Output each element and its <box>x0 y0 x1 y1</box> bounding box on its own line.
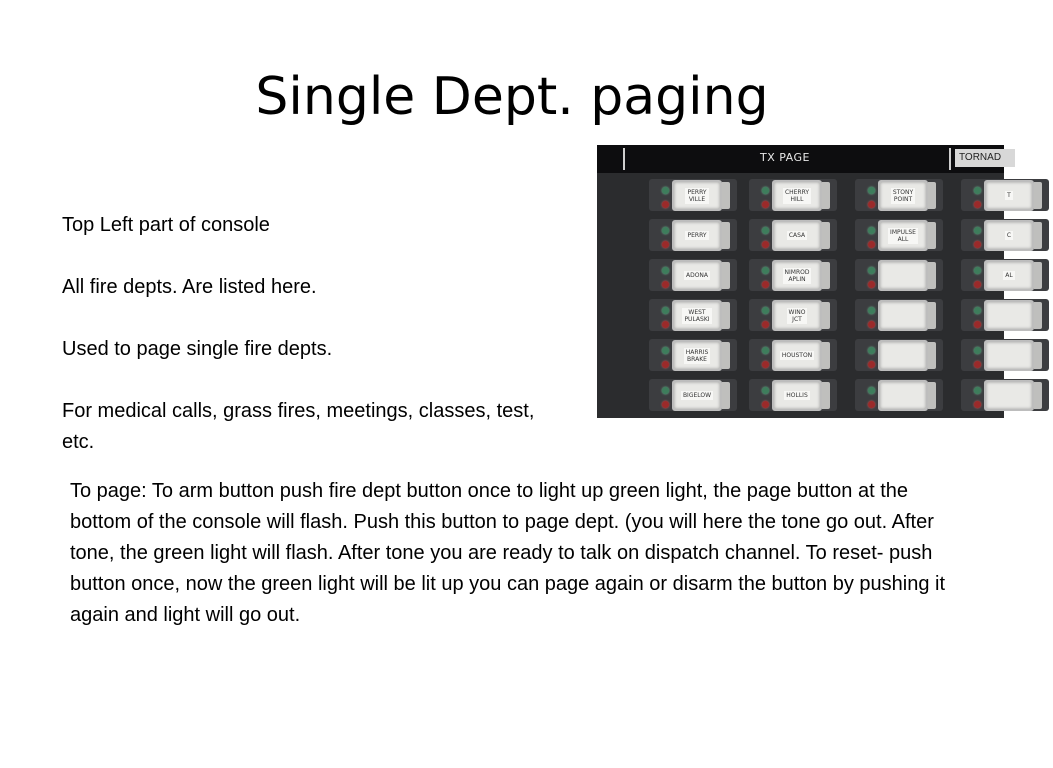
red-light-icon <box>974 241 981 248</box>
dept-page-button <box>672 340 722 371</box>
dept-cell <box>851 295 947 335</box>
dept-cell <box>851 255 947 295</box>
dept-cell <box>745 375 841 415</box>
green-light-icon <box>662 347 669 354</box>
button-bezel <box>1034 262 1042 289</box>
green-light-icon <box>662 227 669 234</box>
dept-button-label: HOUSTON <box>781 352 813 359</box>
button-bezel <box>822 302 830 329</box>
left-item: Top Left part of console <box>62 214 270 236</box>
green-light-icon <box>762 267 769 274</box>
dept-cell <box>645 375 741 415</box>
dept-button-label: PERRY <box>687 232 707 239</box>
header-divider <box>623 148 625 170</box>
red-light-icon <box>662 201 669 208</box>
dept-cell <box>645 255 741 295</box>
dept-cell <box>645 215 741 255</box>
green-light-icon <box>868 187 875 194</box>
dept-cell <box>745 255 841 295</box>
dept-cell <box>851 215 947 255</box>
button-bezel <box>722 342 730 369</box>
dept-cell <box>745 335 841 375</box>
paging-instructions: To page: To arm button push fire dept button once to light up green light, the page button at the bottom of the console will flash. Push this button to page dept. (you will here the tone go out. After tone, the green light will flash. After tone you are ready to talk on dispatch channel. To reset- push button once, now the green light will be lit up you can page again or disarm the button by pushing it again and light will go out. <box>70 480 946 626</box>
dept-page-button <box>772 260 822 291</box>
dept-cell <box>645 175 741 215</box>
dept-cell <box>745 295 841 335</box>
green-light-icon <box>762 387 769 394</box>
red-light-icon <box>662 281 669 288</box>
dept-page-button <box>878 300 928 331</box>
button-column <box>957 175 1053 415</box>
button-bezel <box>722 222 730 249</box>
red-light-icon <box>868 281 875 288</box>
dept-page-button <box>672 260 722 291</box>
dept-cell <box>645 335 741 375</box>
dept-cell <box>851 375 947 415</box>
button-bezel <box>928 182 936 209</box>
dept-page-button <box>672 380 722 411</box>
dept-button-label: PERRY VILLE <box>687 188 707 203</box>
button-bezel <box>928 262 936 289</box>
dept-button-label: WINO JCT <box>788 308 806 323</box>
green-light-icon <box>762 307 769 314</box>
dept-button-label: NIMROD APLIN <box>784 268 810 283</box>
dept-page-button <box>878 180 928 211</box>
red-light-icon <box>662 361 669 368</box>
button-bezel <box>722 302 730 329</box>
dept-button-label: IMPULSE ALL <box>890 228 916 243</box>
dept-page-button <box>984 300 1034 331</box>
green-light-icon <box>868 307 875 314</box>
dept-cell <box>745 215 841 255</box>
dept-cell <box>851 335 947 375</box>
red-light-icon <box>662 401 669 408</box>
dept-cell <box>957 215 1053 255</box>
dept-cell <box>745 175 841 215</box>
button-bezel <box>1034 342 1042 369</box>
red-light-icon <box>762 201 769 208</box>
red-light-icon <box>868 241 875 248</box>
green-light-icon <box>974 307 981 314</box>
red-light-icon <box>974 281 981 288</box>
red-light-icon <box>974 361 981 368</box>
red-light-icon <box>868 321 875 328</box>
dept-page-button <box>878 340 928 371</box>
button-bezel <box>928 342 936 369</box>
green-light-icon <box>974 187 981 194</box>
console-header <box>597 145 1004 173</box>
left-item: For medical calls, grass fires, meetings, classes, test, etc. <box>62 400 535 453</box>
button-bezel <box>1034 222 1042 249</box>
green-light-icon <box>974 267 981 274</box>
dept-page-button <box>984 260 1034 291</box>
button-bezel <box>928 302 936 329</box>
dept-page-button <box>878 260 928 291</box>
red-light-icon <box>762 281 769 288</box>
left-text-block <box>62 210 562 489</box>
red-light-icon <box>762 321 769 328</box>
button-column <box>645 175 741 415</box>
green-light-icon <box>762 227 769 234</box>
button-bezel <box>822 262 830 289</box>
button-bezel <box>928 382 936 409</box>
dept-page-button <box>772 300 822 331</box>
dept-cell <box>957 335 1053 375</box>
dept-page-button <box>984 180 1034 211</box>
dept-button-label: AL <box>1005 272 1013 279</box>
left-item: Used to page single fire depts. <box>62 338 333 360</box>
dept-page-button <box>878 380 928 411</box>
dept-cell <box>851 175 947 215</box>
green-light-icon <box>762 187 769 194</box>
dept-page-button <box>878 220 928 251</box>
red-light-icon <box>762 401 769 408</box>
red-light-icon <box>762 361 769 368</box>
dept-page-button <box>672 180 722 211</box>
dept-page-button <box>772 380 822 411</box>
green-light-icon <box>662 387 669 394</box>
green-light-icon <box>974 227 981 234</box>
button-bezel <box>822 382 830 409</box>
dept-button-label: CASA <box>788 232 806 239</box>
button-bezel <box>822 182 830 209</box>
green-light-icon <box>868 387 875 394</box>
button-bezel <box>928 222 936 249</box>
red-light-icon <box>974 321 981 328</box>
red-light-icon <box>762 241 769 248</box>
red-light-icon <box>662 241 669 248</box>
dept-cell <box>957 295 1053 335</box>
dept-page-button <box>984 380 1034 411</box>
button-bezel <box>1034 302 1042 329</box>
dept-cell <box>957 375 1053 415</box>
button-bezel <box>1034 382 1042 409</box>
dept-page-button <box>772 180 822 211</box>
left-item: All fire depts. Are listed here. <box>62 276 317 298</box>
dept-cell <box>957 175 1053 215</box>
green-light-icon <box>868 227 875 234</box>
green-light-icon <box>974 387 981 394</box>
red-light-icon <box>974 401 981 408</box>
dept-button-label: WEST PULASKI <box>684 308 710 323</box>
red-light-icon <box>974 201 981 208</box>
red-light-icon <box>868 201 875 208</box>
button-bezel <box>722 382 730 409</box>
dept-page-button <box>772 340 822 371</box>
green-light-icon <box>762 347 769 354</box>
dept-button-label: HARRIS BRAKE <box>685 348 709 363</box>
console-photo <box>597 145 1013 418</box>
dept-button-label: CHERRY HILL <box>784 188 810 203</box>
button-column <box>745 175 841 415</box>
green-light-icon <box>974 347 981 354</box>
red-light-icon <box>868 361 875 368</box>
tx-page-label: TX PAGE <box>760 151 810 164</box>
dept-button-label: STONY POINT <box>892 188 914 203</box>
green-light-icon <box>662 187 669 194</box>
dept-cell <box>645 295 741 335</box>
header-divider <box>949 148 951 170</box>
button-bezel <box>822 342 830 369</box>
slide-title: Single Dept. paging <box>255 67 769 127</box>
dept-button-label: BIGELOW <box>682 392 712 399</box>
dept-page-button <box>772 220 822 251</box>
tornado-label: TORNAD <box>955 149 1015 167</box>
button-bezel <box>1034 182 1042 209</box>
dept-page-button <box>984 220 1034 251</box>
red-light-icon <box>868 401 875 408</box>
dept-button-label: HOLLIS <box>786 392 808 399</box>
dept-button-label: C <box>1006 232 1012 239</box>
button-column <box>851 175 947 415</box>
dept-button-label: ADONA <box>685 272 709 279</box>
dept-cell <box>957 255 1053 295</box>
green-light-icon <box>868 267 875 274</box>
dept-button-label: T <box>1007 192 1011 199</box>
dept-page-button <box>672 220 722 251</box>
green-light-icon <box>662 267 669 274</box>
red-light-icon <box>662 321 669 328</box>
green-light-icon <box>662 307 669 314</box>
button-bezel <box>722 182 730 209</box>
button-bezel <box>722 262 730 289</box>
green-light-icon <box>868 347 875 354</box>
button-bezel <box>822 222 830 249</box>
dept-page-button <box>672 300 722 331</box>
dept-page-button <box>984 340 1034 371</box>
